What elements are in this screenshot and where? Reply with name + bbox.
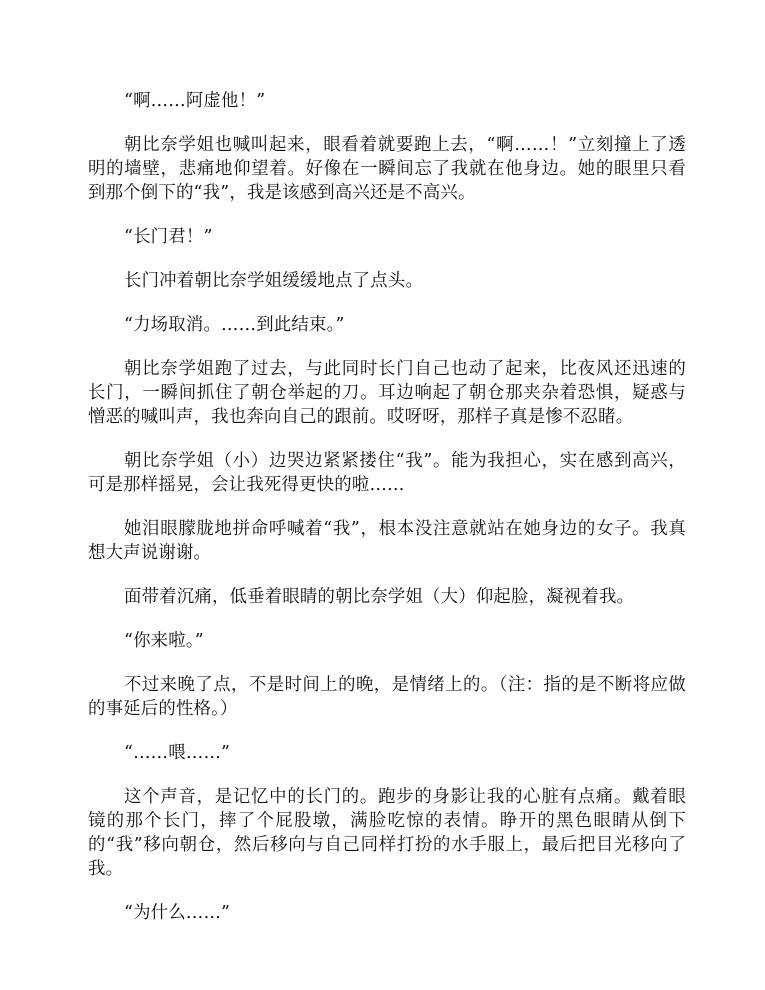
paragraph: 面带着沉痛，低垂着眼睛的朝比奈学姐（大）仰起脸，凝视着我。 (124, 587, 635, 607)
paragraph: “为什么……” (124, 903, 231, 923)
document-body (88, 89, 686, 945)
paragraph: “力场取消。……到此结束。” (124, 315, 345, 335)
paragraph: “……喂……” (124, 743, 231, 763)
paragraph: 朝比奈学姐跑了过去，与此同时长门自己也动了起来，比夜风还迅速的长门，一瞬间抓住了朝仓举起的刀。耳边响起了朝仓那夹杂着恐惧，疑惑与憎恶的喊叫声，我也奔向自己的跟前。哎呀呀，那样子真是惨不忍睹。 (88, 359, 686, 427)
paragraph: 长门冲着朝比奈学姐缓缓地点了点头。 (124, 271, 424, 291)
paragraph: 她泪眼朦胧地拼命呼喊着“我”，根本没注意就站在她身边的女子。我真想大声说谢谢。 (88, 519, 686, 563)
paragraph: “长门君！” (124, 227, 213, 247)
paragraph: 朝比奈学姐（小）边哭边紧紧搂住“我”。能为我担心，实在感到高兴，可是那样摇晃，会让我死得更快的啦…… (88, 451, 686, 495)
paragraph: 这个声音，是记忆中的长门的。跑步的身影让我的心脏有点痛。戴着眼镜的那个长门，摔了个屁股墩，满脸吃惊的表情。睁开的黑色眼睛从倒下的“我”移向朝仓，然后移向与自己同样打扮的水手服上，最后把目光移向了我。 (88, 787, 686, 879)
paragraph: 不过来晚了点，不是时间上的晚，是情绪上的。（注：指的是不断将应做的事延后的性格。） (88, 675, 686, 719)
paragraph: 朝比奈学姐也喊叫起来，眼看着就要跑上去，“啊……！”立刻撞上了透明的墙壁，悲痛地仰望着。好像在一瞬间忘了我就在他身边。她的眼里只看到那个倒下的“我”，我是该感到高兴还是不高兴。 (88, 135, 686, 203)
paragraph: “你来啦。” (124, 631, 204, 651)
paragraph: “啊……阿虚他！” (124, 91, 266, 111)
